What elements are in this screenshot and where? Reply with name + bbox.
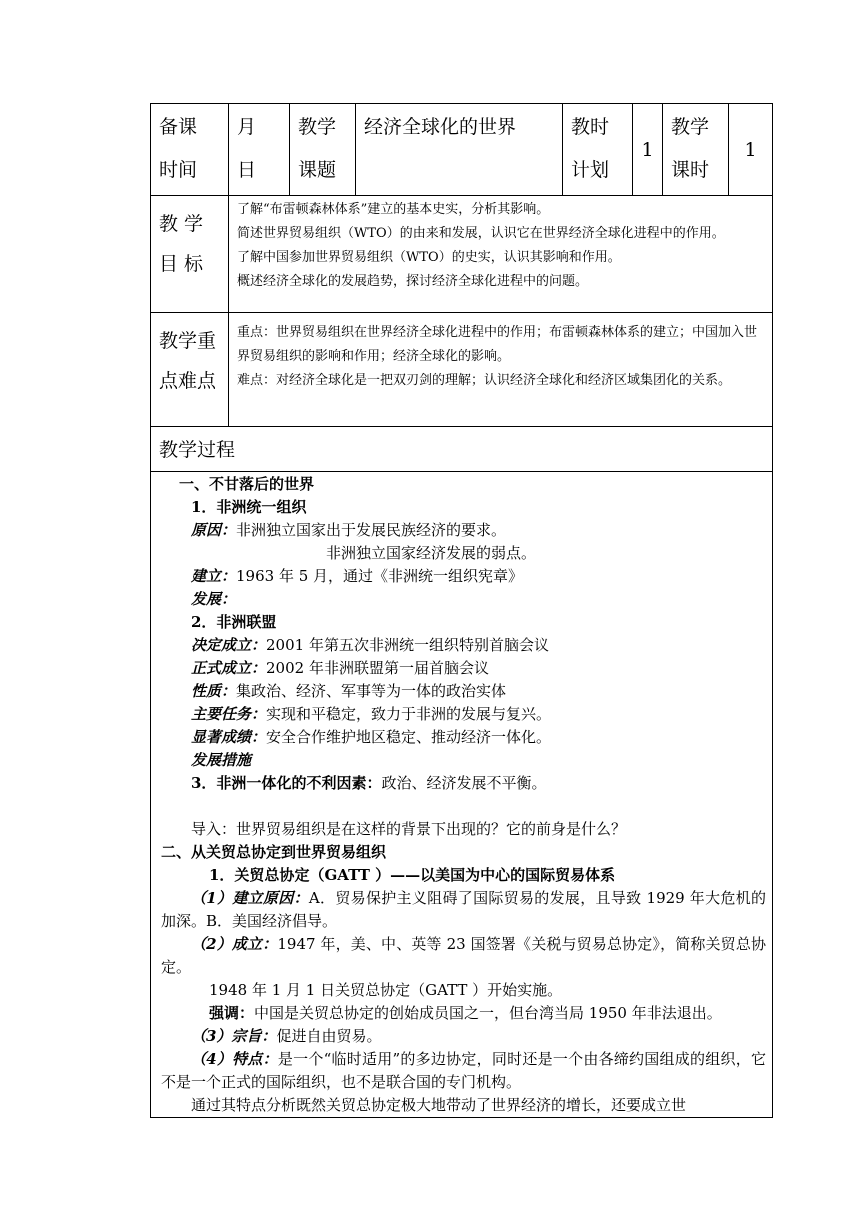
au-task-line: 主要任务：实现和平稳定，致力于非洲的发展与复兴。 [191,705,552,723]
founding-line: 建立：1963 年 5 月，通过《非洲统一组织宪章》 [191,567,524,585]
process-body [151,472,773,1118]
topic-label: 教学 课题 [290,104,356,196]
keypoints-label: 教学重 点难点 [151,313,229,427]
plan-label: 教时 计划 [563,104,633,196]
periods-label: 教学 课时 [663,104,729,196]
au-formal-line: 正式成立：2002 年非洲联盟第一届首脑会议 [191,659,489,677]
goals-content [229,196,773,313]
goal-item: 了解“布雷顿森林体系”建立的基本史实，分析其影响。 [237,202,550,217]
au-obstacles-line: 3．非洲一体化的不利因素：政治、经济发展不平衡。 [191,774,547,792]
goal-item: 概述经济全球化的发展趋势，探讨经济全球化进程中的问题。 [237,274,589,289]
goal-item: 了解中国参加世界贸易组织（WTO）的史实，认识其影响和作用。 [237,250,621,265]
subsection-heading: 1．非洲统一组织 [191,498,307,516]
lesson-title: 经济全球化的世界 [356,104,563,196]
intro-line: 导入：世界贸易组织是在这样的背景下出现的？它的前身是什么？ [191,820,627,838]
plan-value: 1 [633,104,663,196]
lesson-plan-table [150,103,773,1118]
goals-label: 教 学 目 标 [151,196,229,313]
reason-line-2: 非洲独立国家经济发展的弱点。 [326,544,537,562]
prep-time-label: 备课 时间 [151,104,229,196]
section-heading: 一、不甘落后的世界 [179,475,315,493]
gatt-purpose-line: （3）宗旨：促进自由贸易。 [191,1027,382,1045]
keypoint-item: 难点：对经济全球化是一把双刃剑的理解；认识经济全球化和经济区域集团化的关系。 [237,373,732,388]
keypoints-row [151,313,773,427]
development-line: 发展： [191,590,237,608]
goal-item: 简述世界贸易组织（WTO）的由来和发展，认识它在世界经济全球化进程中的作用。 [237,226,725,241]
analysis-line: 通过其特点分析既然关贸总协定极大地带动了世界经济的增长，还要成立世 [191,1096,687,1114]
au-measures-line: 发展措施 [191,751,252,769]
gatt-reason-line: （1）建立原因：A．贸易保护主义阻碍了国际贸易的发展，且导致 1929 年大危机的加深。B．美国经济倡导。 [161,889,766,930]
month-day-cell: 月 日 [229,104,290,196]
process-body-row [151,472,773,1118]
au-result-line: 显著成绩：安全合作维护地区稳定、推动经济一体化。 [191,728,552,746]
gatt-features-line: （4）特点：是一个“临时适用”的多边协定，同时还是一个由各缔约国组成的组织，它不是一个正式的国际组织，也不是联合国的专门机构。 [161,1050,766,1091]
goals-row [151,196,773,313]
gatt-emphasis-line: 强调：中国是关贸总协定的创始成员国之一，但台湾当局 1950 年非法退出。 [209,1004,722,1022]
keypoints-content [229,313,773,427]
keypoint-item: 重点：世界贸易组织在世界经济全球化进程中的作用；布雷顿森林体系的建立；中国加入世界贸易组织的影响和作用；经济全球化的影响。 [237,325,758,364]
au-decision-line: 决定成立：2001 年第五次非洲统一组织特别首脑会议 [191,636,549,654]
gatt-implementation-line: 1948 年 1 月 1 日关贸总协定（GATT ）开始实施。 [209,981,563,999]
process-title: 教学过程 [151,427,773,472]
header-row [151,104,773,196]
subsection-heading: 2．非洲联盟 [191,613,277,631]
subsection-heading: 1．关贸总协定（GATT ）——以美国为中心的国际贸易体系 [209,866,616,884]
blank-line [161,795,766,818]
au-nature-line: 性质：集政治、经济、军事等为一体的政治实体 [191,682,507,700]
section-heading: 二、从关贸总协定到世界贸易组织 [161,843,387,861]
reason-line: 原因：非洲独立国家出于发展民族经济的要求。 [191,521,507,539]
periods-value: 1 [729,104,773,196]
gatt-founding-line: （2）成立：1947 年，美、中、英等 23 国签署《关税与贸易总协定》，简称关贸总协定。 [161,935,766,976]
process-title-row [151,427,773,472]
